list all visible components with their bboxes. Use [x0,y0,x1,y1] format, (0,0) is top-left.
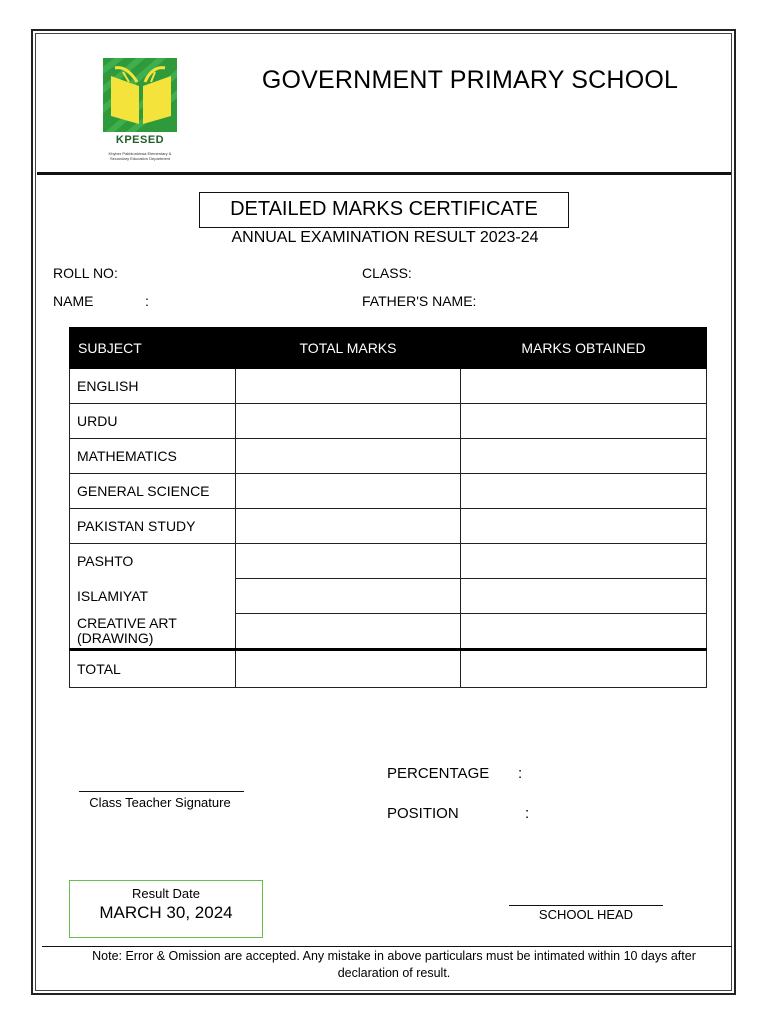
total-marks-cell [236,369,461,404]
total-marks-cell [236,474,461,509]
total-label: TOTAL [70,650,236,688]
footer-note: Note: Error & Omission are accepted. Any mistake in above particulars must be intimated within 10 days after declaration of result. [92,949,696,980]
result-date-label: Result Date [132,886,200,901]
total-marks-cell [236,579,461,614]
table-row [70,579,707,614]
class-label: CLASS: [362,265,412,281]
exam-subtitle: ANNUAL EXAMINATION RESULT 2023-24 [231,229,539,246]
note-divider [42,946,732,947]
table-row [70,509,707,544]
marks-table [69,327,707,688]
marks-obtained-cell [461,509,707,544]
subject-header: SUBJECT [70,328,236,369]
subject-cell: ENGLISH [70,369,236,404]
name-label: NAME [53,293,94,309]
subject-cell: MATHEMATICS [70,439,236,474]
total-marks-cell [236,404,461,439]
marks-obtained-cell [461,614,707,650]
subject-cell: ISLAMIYAT [70,579,236,614]
school-head-label: SCHOOL HEAD [538,907,634,922]
subject-cell: GENERAL SCIENCE [70,474,236,509]
father-name-label: FATHER'S NAME: [362,293,477,309]
total-marks-cell [236,544,461,579]
kpesed-logo [100,58,180,166]
total-marks-cell [236,509,461,544]
roll-no-label: ROLL NO: [53,265,118,281]
school-head-signature-line [509,905,663,906]
position-label: POSITION [387,805,459,822]
total-marks-cell [236,439,461,474]
table-row [70,474,707,509]
logo-subtitle: Khyber Pakhtunkhwa Elementary & Secondary Education Department [108,151,172,161]
percentage-label: PERCENTAGE [387,765,490,782]
percentage-colon: : [518,765,523,782]
marks-obtained-cell [461,474,707,509]
header-divider [37,172,731,175]
total-marks-header: TOTAL MARKS [236,328,461,369]
table-row [70,439,707,474]
table-row [70,404,707,439]
subject-cell: PAKISTAN STUDY [70,509,236,544]
marks-obtained-header: MARKS OBTAINED [461,328,707,369]
marks-obtained-cell [461,579,707,614]
certificate-title: DETAILED MARKS CERTIFICATE [199,192,569,228]
subject-cell: URDU [70,404,236,439]
table-row [70,369,707,404]
result-date-box [69,880,263,938]
marks-obtained-cell [461,404,707,439]
teacher-signature-line [79,791,244,792]
result-date-value: MARCH 30, 2024 [99,903,233,922]
total-marks-cell [236,650,461,688]
logo-text: KPESED [115,134,165,146]
teacher-signature-label: Class Teacher Signature [89,795,231,810]
table-row [70,614,707,650]
marks-obtained-cell [461,650,707,688]
marks-obtained-cell [461,439,707,474]
position-colon: : [525,805,530,822]
table-row [70,544,707,579]
subject-cell: PASHTO [70,544,236,579]
open-book-icon [103,58,177,132]
table-header-row [70,328,707,369]
school-title: GOVERNMENT PRIMARY SCHOOL [261,66,679,94]
subject-cell: CREATIVE ART (DRAWING) [70,614,236,650]
total-marks-cell [236,614,461,650]
total-row [70,650,707,688]
marks-obtained-cell [461,369,707,404]
marks-obtained-cell [461,544,707,579]
name-colon: : [145,293,149,309]
